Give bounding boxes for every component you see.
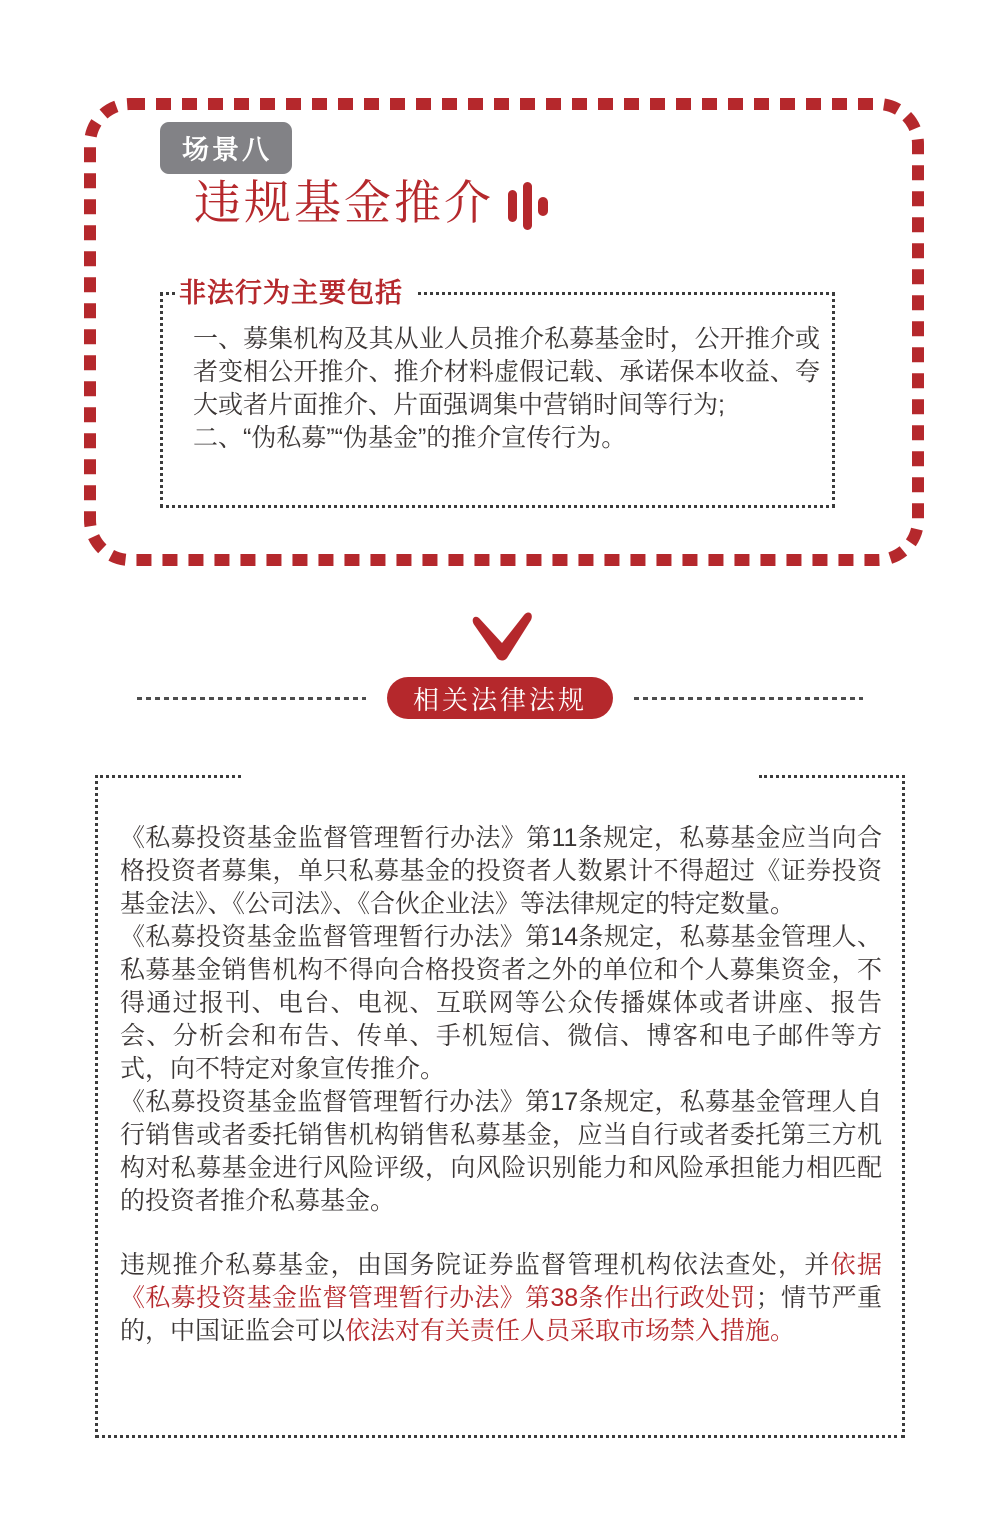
penalty-text-highlight-1: 依据《私募投资基金监督管理暂行办法》第38条作出行政处罚 <box>120 1251 882 1312</box>
law-box-top-border-right <box>759 775 905 778</box>
sound-wave-icon <box>508 182 548 230</box>
section-divider <box>0 676 1000 720</box>
law-paragraph-article14: 《私募投资基金监督管理暂行办法》第14条规定，私募基金管理人、私募基金销售机构不得向合格投资者之外的单位和个人募集资金，不得通过报刊、电台、电视、互联网等公众传播媒体或者讲座、报告会、分析会和布告、传单、手机短信、微信、博客和电子邮件等方式，向不特定对象宣传推介。 <box>120 923 882 1083</box>
illegal-act-item-2: 二、“伪私募”“伪基金”的推介宣传行为。 <box>193 424 627 452</box>
illegal-act-item-1: 一、募集机构及其从业人员推介私募基金时，公开推介或者变相公开推介、推介材料虚假记载、承诺保本收益、夸大或者片面推介、片面强调集中营销时间等行为; <box>193 325 820 419</box>
scene-badge: 场景八 <box>160 122 292 174</box>
page-title: 违规基金推介 <box>194 176 494 229</box>
sound-wave-bar <box>523 182 532 230</box>
law-paragraph-article11: 《私募投资基金监督管理暂行办法》第11条规定，私募基金应当向合格投资者募集，单只私募基金的投资者人数累计不得超过《证券投资基金法》、《公司法》、《合伙企业法》等法律规定的特定数量。 <box>120 824 882 918</box>
illegal-acts-list <box>163 295 832 455</box>
chevron-down-icon <box>470 612 534 662</box>
related-laws-pill: 相关法律法规 <box>387 677 613 719</box>
sound-wave-bar <box>508 190 517 222</box>
penalty-text-plain-2: ；情节严重的，中国证监会可以 <box>120 1284 882 1345</box>
law-box <box>95 775 905 1438</box>
sound-wave-bar <box>538 197 548 216</box>
divider-dash-left <box>137 697 366 700</box>
penalty-text-plain-1: 违规推介私募基金，由国务院证券监督管理机构依法查处，并 <box>120 1251 831 1279</box>
law-paragraph-article17: 《私募投资基金监督管理暂行办法》第17条规定，私募基金管理人自行销售或者委托销售机构销售私募基金，应当自行或者委托第三方机构对私募基金进行风险评级，向风险识别能力和风险承担能力相匹配的投资者推介私募基金。 <box>120 1088 882 1215</box>
illegal-acts-label: 非法行为主要包括 <box>175 277 417 309</box>
penalty-text-highlight-2: 依法对有关责任人员采取市场禁入措施。 <box>345 1317 796 1345</box>
divider-dash-right <box>634 697 863 700</box>
law-text <box>98 775 902 1348</box>
illegal-acts-box <box>160 278 835 508</box>
law-box-top-border-left <box>95 775 241 778</box>
law-paragraph-penalty <box>120 1249 882 1348</box>
scene-card <box>82 96 926 568</box>
